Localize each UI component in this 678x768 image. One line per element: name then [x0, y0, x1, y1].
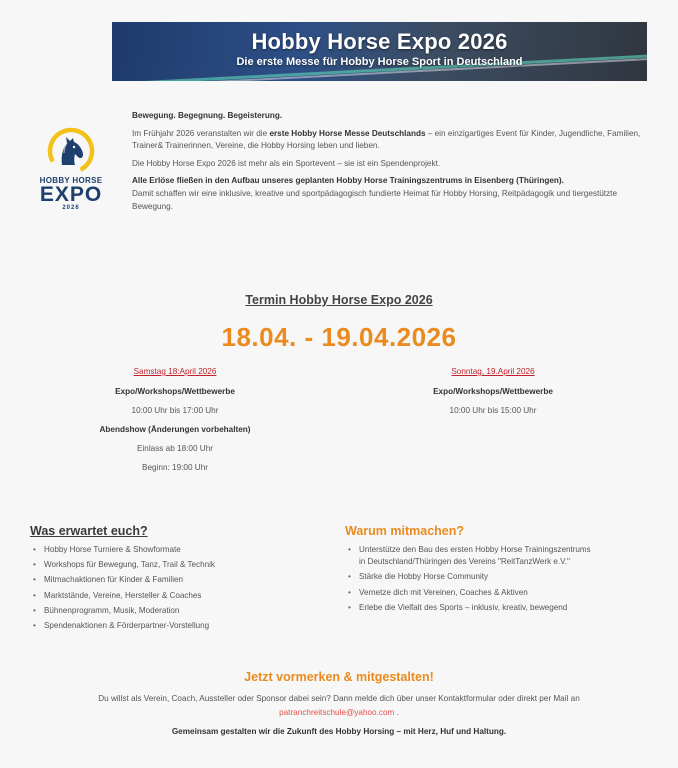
day-sunday	[400, 366, 586, 424]
day-saturday	[82, 366, 268, 481]
logo-text-year: 2026	[62, 205, 80, 211]
list-item: • Hobby Horse Turniere & Showformate	[30, 544, 330, 556]
contact-email-link[interactable]: patranchreitschule@yahoo.com	[279, 707, 395, 717]
day-saturday-program: Expo/Workshops/Wettbewerbe	[115, 387, 235, 396]
intro-p3-rest: Damit schaffen wir eine inklusive, kreative und sportpädagogisch fundierte Heimat für Hobby Horsing, Reitpädagogik und tiergestützte Bewegung.	[132, 188, 617, 211]
cta-body: Du willst als Verein, Coach, Aussteller oder Sponsor dabei sein? Dann melde dich über unser Kontaktformular oder direkt per Mail an	[98, 694, 580, 703]
expo-logo	[32, 127, 110, 227]
event-date: 18.04. - 19.04.2026	[221, 322, 457, 352]
why-list	[345, 544, 645, 614]
banner-title: Hobby Horse Expo 2026	[251, 29, 508, 54]
intro-paragraph-1	[132, 128, 652, 153]
why-heading: Warum mitmachen?	[345, 524, 465, 538]
day-sunday-program: Expo/Workshops/Wettbewerbe	[433, 387, 553, 396]
intro-text	[132, 110, 652, 218]
intro-paragraph-3	[132, 175, 652, 213]
list-item: • Bühnenprogramm, Musik, Moderation	[30, 605, 330, 617]
logo-text-expo: EXPO	[39, 183, 103, 206]
day-saturday-time: 10:00 Uhr bis 17:00 Uhr	[131, 406, 219, 415]
intro-tagline: Bewegung. Begegnung. Begeisterung.	[132, 111, 283, 120]
intro-paragraph-2: Die Hobby Horse Expo 2026 ist mehr als ein Sportevent – sie ist ein Spendenprojekt.	[132, 158, 441, 168]
cta-text	[20, 692, 658, 719]
cta-heading: Jetzt vormerken & mitgestalten!	[244, 670, 434, 684]
intro-p3-bold: Alle Erlöse fließen in den Aufbau unseres geplanten Hobby Horse Trainingszentrums in Eisenberg (Thüringen).	[132, 176, 564, 186]
day-saturday-einlass: Einlass ab 18:00 Uhr	[136, 444, 213, 453]
day-saturday-show: Abendshow (Änderungen vorbehalten)	[99, 425, 251, 434]
list-item: • Erlebe die Vielfalt des Sports – inklusiv, kreativ, bewegend	[345, 602, 599, 614]
closing-line: Gemeinsam gestalten wir die Zukunft des Hobby Horsing – mit Herz, Huf und Haltung.	[171, 727, 507, 736]
day-sunday-heading: Sonntag, 19.April 2026	[451, 367, 535, 376]
list-item: • Workshops für Bewegung, Tanz, Trail & Technik	[30, 559, 330, 571]
logo-text-line1: HOBBY HORSE	[39, 176, 103, 185]
list-item: • Unterstütze den Bau des ersten Hobby Horse Trainingszentrums in Deutschland/Thüringen des Vereins "ReitTanzWerk e.V."	[345, 544, 599, 568]
why-section	[345, 524, 645, 617]
expect-heading: Was erwartet euch?	[30, 524, 148, 538]
banner-subtitle: Die erste Messe für Hobby Horse Sport in Deutschland	[236, 56, 523, 68]
list-item: • Spendenaktionen & Förderpartner-Vorstellung	[30, 620, 330, 632]
day-sunday-time: 10:00 Uhr bis 15:00 Uhr	[449, 406, 537, 415]
day-saturday-heading: Samstag 18:April 2026	[133, 367, 217, 376]
intro-p1-bold: erste Hobby Horse Messe Deutschlands	[269, 128, 426, 138]
cta-email-suffix: .	[394, 707, 399, 717]
list-item: • Marktstände, Vereine, Hersteller & Coaches	[30, 590, 330, 602]
expect-list	[30, 544, 330, 632]
intro-p1-end: – ein einzigartiges Event für Kinder, Jugendliche, Familien, Trainer& Trainerinnen, Vereine, die Hobby Horsing leben und lieben.	[132, 128, 641, 151]
header-banner	[112, 22, 647, 81]
day-saturday-beginn: Beginn: 19:00 Uhr	[142, 463, 208, 472]
termin-heading: Termin Hobby Horse Expo 2026	[245, 293, 433, 307]
intro-p1-start: Im Frühjahr 2026 veranstalten wir die	[132, 128, 270, 138]
list-item: • Vernetze dich mit Vereinen, Coaches & Aktiven	[345, 587, 599, 599]
list-item: • Stärke die Hobby Horse Community	[345, 571, 599, 583]
horse-head-icon	[47, 127, 95, 175]
list-item: • Mitmachaktionen für Kinder & Familien	[30, 574, 330, 586]
expect-section	[30, 524, 330, 635]
